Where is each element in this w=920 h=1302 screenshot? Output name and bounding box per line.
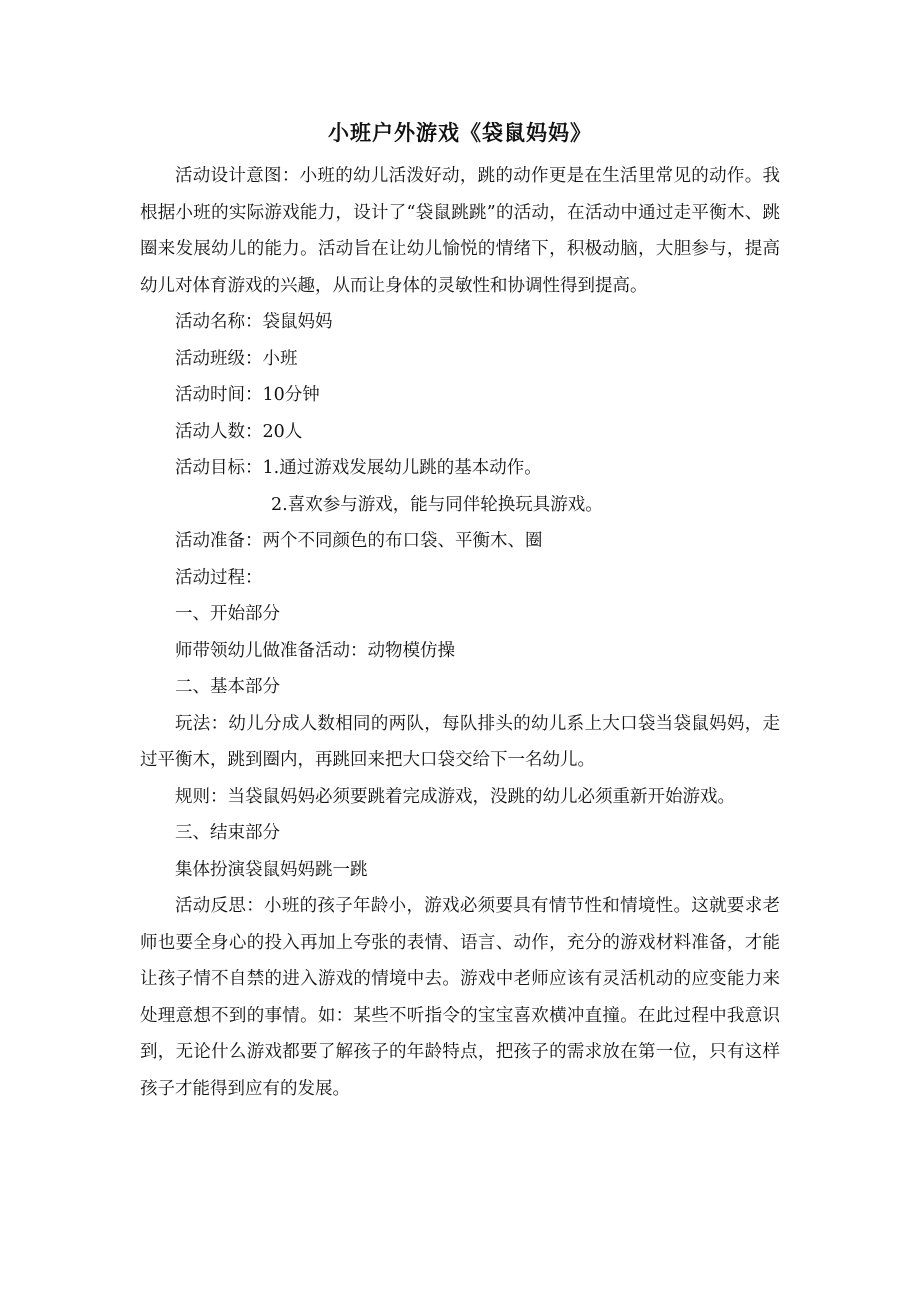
- group-play-line: 集体扮演袋鼠妈妈跳一跳: [175, 859, 368, 880]
- section-start-heading: 一、开始部分: [175, 604, 280, 624]
- section-basic-heading: 二、基本部分: [175, 677, 280, 697]
- reflection-paragraph: 活动反思：小班的孩子年龄小，游戏必须要具有情节性和情境性。这就要求老师也要全身心的投入再加上夸张的表情、语言、动作，充分的游戏材料准备，才能让孩子情不自禁的进入游戏的情境中去。游戏中老师应该有灵活机动的应变能力来处理意想不到的事情。如：某些不听指令的宝宝喜欢横冲直撞。在此过程中我意识到，无论什么游戏都要了解孩子的年龄特点，把孩子的需求放在第一位，只有这样孩子才能得到应有的发展。: [140, 896, 780, 1099]
- activity-preparation-line: 活动准备：两个不同颜色的布口袋、平衡木、圈: [175, 531, 543, 551]
- activity-participants-line: 活动人数：20人: [175, 421, 303, 442]
- activity-goal-line-1: 活动目标：1.通过游戏发展幼儿跳的基本动作。: [175, 458, 542, 478]
- design-intent-paragraph: 活动设计意图：小班的幼儿活泼好动，跳的动作更是在生活里常见的动作。我根据小班的实际游戏能力，设计了“袋鼠跳跳”的活动，在活动中通过走平衡木、跳圈来发展幼儿的能力。活动旨在让幼儿愉悦的情绪下，积极动脑，大胆参与，提高幼儿对体育游戏的兴趣，从而让身体的灵敏性和协调性得到提高。: [140, 166, 780, 296]
- document-title: 小班户外游戏《袋鼠妈妈》: [328, 120, 592, 145]
- activity-name-line: 活动名称：袋鼠妈妈: [175, 312, 333, 332]
- warmup-line: 师带领幼儿做准备活动：动物模仿操: [175, 640, 455, 661]
- gameplay-paragraph: 玩法：幼儿分成人数相同的两队，每队排头的幼儿系上大口袋当袋鼠妈妈，走过平衡木，跳到圈内，再跳回来把大口袋交给下一名幼儿。: [140, 713, 780, 770]
- activity-time-line: 活动时间：10分钟: [175, 385, 320, 405]
- activity-process-heading: 活动过程：: [175, 567, 263, 588]
- activity-class-line: 活动班级：小班: [175, 348, 298, 369]
- rules-paragraph: 规则：当袋鼠妈妈必须要跳着完成游戏，没跳的幼儿必须重新开始游戏。: [175, 786, 735, 807]
- document-body: [140, 158, 780, 1107]
- activity-goal-line-2: 2.喜欢参与游戏，能与同伴轮换玩具游戏。: [271, 494, 603, 515]
- section-end-heading: 三、结束部分: [175, 823, 280, 843]
